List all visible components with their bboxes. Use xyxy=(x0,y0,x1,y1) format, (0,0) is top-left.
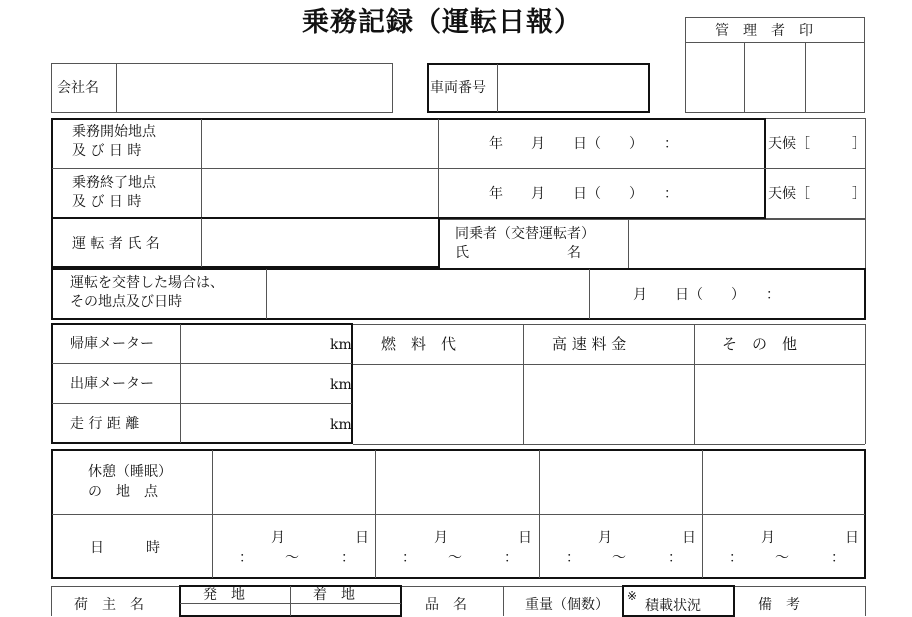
depart-meter-field[interactable] xyxy=(182,365,327,402)
rest-place-field-4[interactable] xyxy=(704,451,864,513)
rest-place-field-1[interactable] xyxy=(214,451,374,513)
swap-date[interactable]: 月 日（ ） ： xyxy=(633,287,780,303)
trip-start-weather[interactable]: 天候［ ］ xyxy=(768,136,866,152)
passenger-name-field[interactable] xyxy=(630,220,864,267)
other-expense-field[interactable] xyxy=(696,366,864,443)
rest-place-label-2: の 地 点 xyxy=(88,484,158,500)
return-meter-field[interactable] xyxy=(182,325,327,362)
rest-place-field-2[interactable] xyxy=(377,451,538,513)
trip-end-place-field[interactable] xyxy=(203,170,437,217)
rest-time-cell-4[interactable]: 月 日 ： ～ ： xyxy=(729,530,859,566)
passenger-label-1: 同乗者（交替運転者） xyxy=(455,226,595,242)
to-label: 着 地 xyxy=(313,587,355,603)
vehicle-number-field[interactable] xyxy=(499,65,648,111)
fuel-header: 燃 料 代 xyxy=(381,335,457,353)
trip-start-date[interactable]: 年 月 日（ ） ： xyxy=(489,136,678,152)
rest-time-cell-2[interactable]: 月 日 ： ～ ： xyxy=(402,530,532,566)
trip-end-label-2: 及 び 日 時 xyxy=(72,194,142,210)
highway-header: 高 速 料 金 xyxy=(552,335,627,353)
return-meter-label: 帰庫メーター xyxy=(70,336,154,352)
driver-label: 運 転 者 氏 名 xyxy=(72,236,160,252)
item-label: 品 名 xyxy=(425,597,467,613)
stamp-cell-2[interactable] xyxy=(745,43,805,112)
remarks-label: 備 考 xyxy=(758,597,800,613)
swap-label-1: 運転を交替した場合は、 xyxy=(70,275,224,291)
rest-place-label-1: 休憩（睡眠） xyxy=(88,464,172,480)
trip-start-place-field[interactable] xyxy=(203,120,437,167)
highway-field[interactable] xyxy=(525,366,693,443)
other-header: そ の 他 xyxy=(722,335,798,353)
company-field[interactable] xyxy=(118,65,391,111)
manager-stamp-label: 管 理 者 印 xyxy=(715,23,813,39)
trip-end-weather[interactable]: 天候［ ］ xyxy=(768,186,866,202)
company-label: 会社名 xyxy=(57,80,99,96)
distance-label: 走 行 距 離 xyxy=(70,416,140,432)
stamp-cell-1[interactable] xyxy=(686,43,744,112)
weight-label: 重量（個数） xyxy=(525,597,609,613)
from-label: 発 地 xyxy=(203,587,245,603)
trip-end-label-1: 乗務終了地点 xyxy=(72,175,156,191)
shipper-label: 荷 主 名 xyxy=(74,597,144,613)
trip-start-label-2: 及 び 日 時 xyxy=(72,143,142,159)
trip-start-label-1: 乗務開始地点 xyxy=(72,124,156,140)
distance-unit: km xyxy=(330,417,352,433)
fuel-field[interactable] xyxy=(355,366,522,443)
note-mark: ※ xyxy=(627,589,638,603)
distance-field[interactable] xyxy=(182,405,327,442)
passenger-label-2: 氏 名 xyxy=(455,245,581,261)
driver-name-field[interactable] xyxy=(203,219,438,266)
swap-place-field[interactable] xyxy=(268,270,588,318)
rest-time-cell-3[interactable]: 月 日 ： ～ ： xyxy=(566,530,696,566)
swap-label-2: その地点及び日時 xyxy=(70,294,182,310)
rest-place-field-3[interactable] xyxy=(541,451,701,513)
rest-datetime-label: 日 時 xyxy=(90,540,160,556)
stamp-cell-3[interactable] xyxy=(806,43,864,112)
page-title: 乗務記録（運転日報） xyxy=(302,7,582,38)
rest-time-cell-1[interactable]: 月 日 ： ～ ： xyxy=(239,530,369,566)
load-status-label: 積載状況 xyxy=(645,598,701,614)
vehicle-label: 車両番号 xyxy=(430,80,486,96)
return-meter-unit: km xyxy=(330,337,352,353)
trip-end-date[interactable]: 年 月 日（ ） ： xyxy=(489,186,678,202)
depart-meter-unit: km xyxy=(330,377,352,393)
depart-meter-label: 出庫メーター xyxy=(70,376,154,392)
